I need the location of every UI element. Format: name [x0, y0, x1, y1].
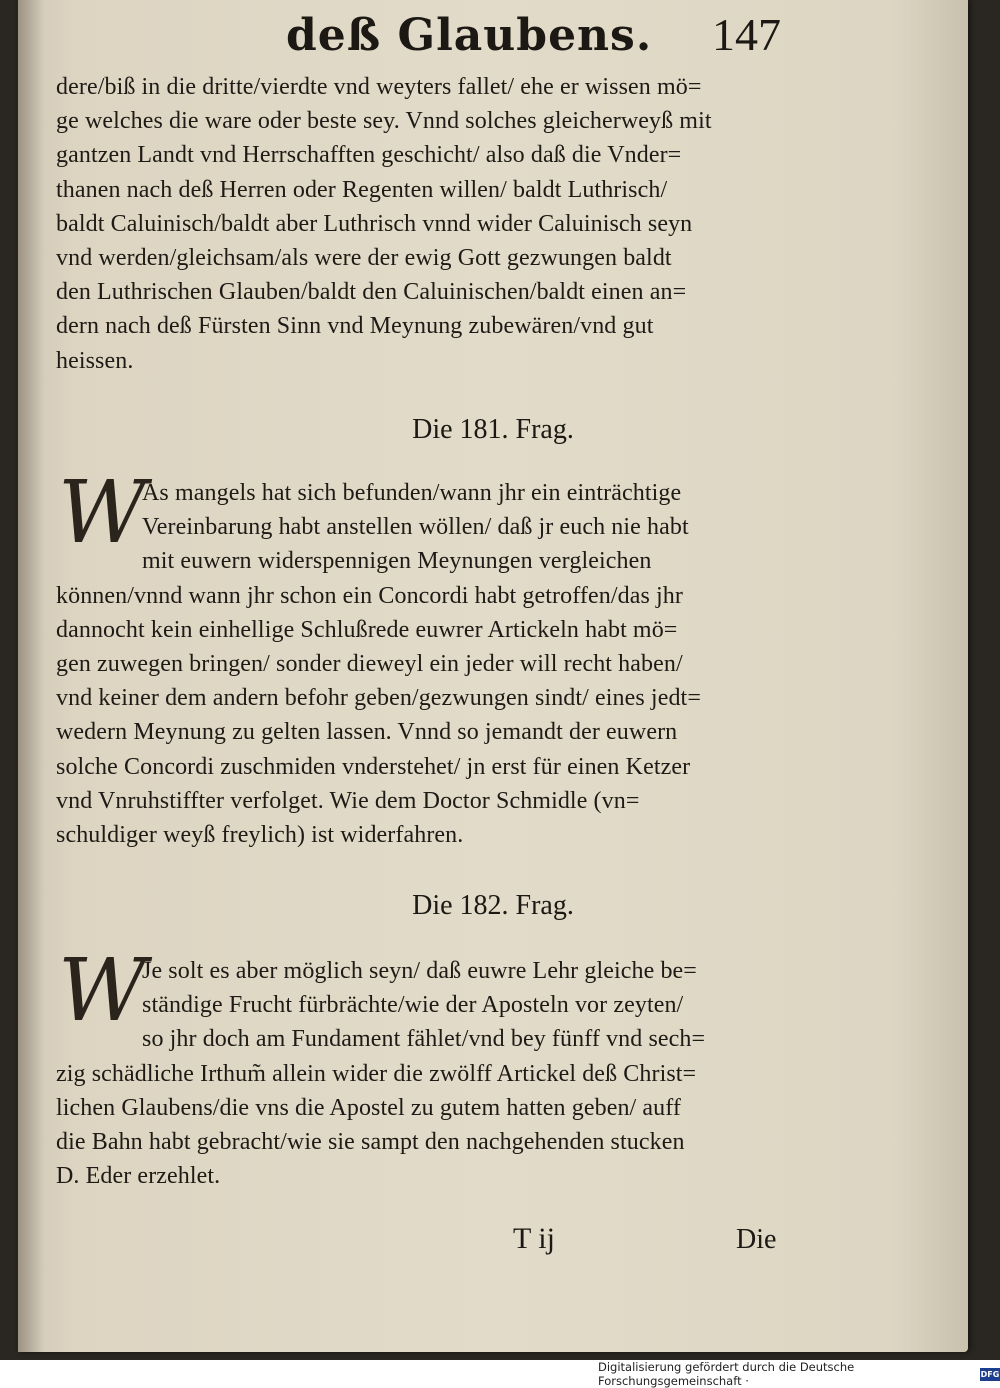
- decorated-initial: W: [58, 463, 147, 563]
- text-line: Vereinbarung habt anstellen wöllen/ daß jr euch nie habt: [142, 514, 689, 541]
- continuation-paragraph: [56, 70, 826, 378]
- book-page: [18, 0, 968, 1352]
- text-line: Je solt es aber möglich seyn/ daß euwre Lehr gleiche be=: [142, 958, 697, 984]
- text-line: können/vnnd wann jhr schon ein Concordi habt getroffen/das jhr: [56, 582, 683, 609]
- text-line: zig schädliche Irthum̃ allein wider die zwölff Artickel deß Christ=: [56, 1060, 697, 1087]
- text-line: vnd werden/gleichsam/als were der ewig Gott gezwungen baldt: [56, 244, 672, 271]
- text-line: lichen Glaubens/die vns die Apostel zu gutem hatten geben/ auff: [56, 1094, 682, 1121]
- running-title: deß Glaubens.: [286, 10, 653, 61]
- text-line: heissen.: [56, 347, 134, 374]
- signature-mark: T ij: [513, 1222, 555, 1255]
- funding-footer: [598, 1360, 1000, 1388]
- text-line: so jhr doch am Fundament fählet/vnd bey fünff vnd sech=: [142, 1026, 706, 1053]
- text-line: gen zuwegen bringen/ sonder dieweyl ein jeder will recht haben/: [56, 650, 683, 677]
- question-181-heading: Die 181. Frag.: [412, 414, 574, 445]
- question-181-paragraph: [56, 476, 826, 852]
- text-line: As mangels hat sich befunden/wann jhr ein einträchtige: [142, 480, 682, 506]
- text-line: den Luthrischen Glauben/baldt den Caluinischen/baldt einen an=: [56, 279, 687, 306]
- text-line: ständige Frucht fürbrächte/wie der Aposteln vor zeyten/: [142, 992, 684, 1019]
- text-line: D. Eder erzehlet.: [56, 1163, 221, 1190]
- text-line: vnd keiner dem andern befohr geben/gezwungen sindt/ eines jedt=: [56, 685, 701, 712]
- text-line: mit euwern widerspennigen Meynungen vergleichen: [142, 548, 652, 575]
- text-line: baldt Caluinisch/baldt aber Luthrisch vnnd wider Caluinisch seyn: [56, 210, 693, 237]
- text-line: dere/biß in die dritte/vierdte vnd weyters fallet/ ehe er wissen mö=: [56, 74, 702, 100]
- text-line: gantzen Landt vnd Herrschafften geschicht/ also daß die Vnder=: [56, 142, 682, 169]
- text-line: dern nach deß Fürsten Sinn vnd Meynung zubewären/vnd gut: [56, 313, 654, 340]
- decorated-initial: W: [58, 941, 147, 1041]
- question-182-heading: Die 182. Frag.: [412, 890, 574, 921]
- text-line: vnd Vnruhstiffter verfolget. Wie dem Doctor Schmidle (vn=: [56, 787, 640, 814]
- text-line: solche Concordi zuschmiden vnderstehet/ jn erst für einen Ketzer: [56, 753, 691, 780]
- dfg-logo: DFG: [980, 1369, 1000, 1379]
- page-header: [18, 8, 968, 68]
- text-line: thanen nach deß Herren oder Regenten willen/ baldt Luthrisch/: [56, 176, 668, 203]
- text-line: schuldiger weyß freylich) ist widerfahren.: [56, 821, 464, 848]
- question-182-paragraph: [56, 954, 826, 1193]
- text-line: die Bahn habt gebracht/wie sie sampt den nachgehenden stucken: [56, 1128, 685, 1155]
- catchword: Die: [736, 1224, 777, 1255]
- text-line: dannocht kein einhellige Schlußrede euwrer Artickeln habt mö=: [56, 616, 678, 643]
- funding-text: Digitalisierung gefördert durch die Deutsche Forschungsgemeinschaft ·: [598, 1360, 855, 1388]
- text-line: wedern Meynung zu gelten lassen. Vnnd so jemandt der euwern: [56, 719, 678, 746]
- text-line: ge welches die ware oder beste sey. Vnnd solches gleicherweyß mit: [56, 108, 712, 135]
- page-number: 147: [712, 9, 781, 60]
